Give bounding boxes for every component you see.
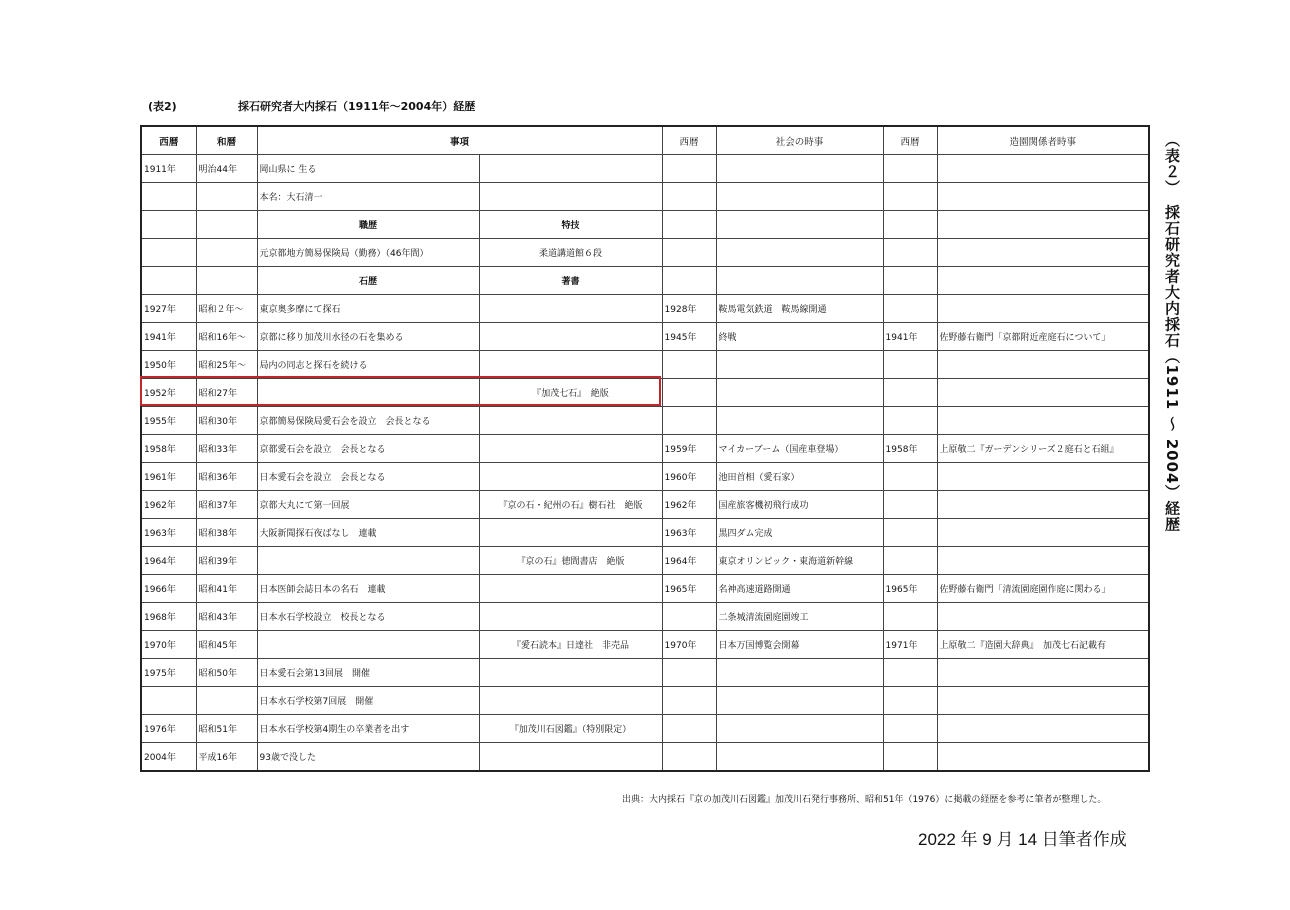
cell-social-year: 1945年 [662,323,716,351]
cell-social-event: 黒四ダム完成 [716,519,883,547]
cell-social-event: 池田首相（愛石家） [716,463,883,491]
cell-social-year [662,659,716,687]
cell-jiko: 岡山県に 生る [257,155,479,183]
cell-social-year: 1963年 [662,519,716,547]
cell-social-year [662,155,716,183]
header-seireki-social: 西暦 [662,126,716,155]
table-body [141,155,1149,772]
cell-wareki: 昭和51年 [196,715,257,743]
table-caption-title: 採石研究者大内採石（1911年～2004年）経歴 [238,100,476,113]
cell-social-year [662,351,716,379]
cell-social-event [716,379,883,407]
cell-social-event: 鞍馬電気鉄道 鞍馬線開通 [716,295,883,323]
cell-wareki: 昭和33年 [196,435,257,463]
cell-wareki: 昭和16年～ [196,323,257,351]
cell-seireki [141,211,196,239]
cell-detail [479,687,662,715]
cell-jiko [257,547,479,575]
cell-social-event [716,743,883,772]
cell-detail: 柔道講道館６段 [479,239,662,267]
cell-detail: 『京の石』徳間書店 絶版 [479,547,662,575]
cell-landscape-event: 上原敬二『ガーデンシリーズ２庭石と石組』 [937,435,1149,463]
cell-wareki [196,211,257,239]
cell-social-event [716,267,883,295]
header-wareki: 和暦 [196,126,257,155]
cell-detail: 『加茂川石図鑑』（特別限定） [479,715,662,743]
cell-wareki: 昭和２年～ [196,295,257,323]
cell-jiko: 大阪新聞探石夜ばなし 連載 [257,519,479,547]
table-row [141,631,1149,659]
source-note: 出典：大内採石『京の加茂川石図鑑』加茂川石発行事務所、昭和51年（1976）に掲載の経歴を参考に筆者が整理した。 [622,795,1107,805]
table-row [141,183,1149,211]
cell-seireki: 1952年 [141,379,196,407]
vertical-title: （表２） 採石研究者大内採石（1911 ～ 2004）経歴 [1163,132,1181,533]
cell-detail [479,463,662,491]
cell-landscape-year [883,379,937,407]
cell-jiko: 石歴 [257,267,479,295]
cell-social-event [716,687,883,715]
table-row [141,155,1149,183]
cell-wareki: 昭和27年 [196,379,257,407]
cell-social-year: 1970年 [662,631,716,659]
cell-detail: 『加茂七石』 絶版 [479,379,662,407]
cell-jiko: 京都愛石会を設立 会長となる [257,435,479,463]
cell-seireki: 1975年 [141,659,196,687]
table-row [141,351,1149,379]
cell-landscape-year [883,547,937,575]
cell-landscape-event [937,715,1149,743]
cell-social-year [662,183,716,211]
cell-wareki [196,239,257,267]
cell-social-event: 国産旅客機初飛行成功 [716,491,883,519]
cell-landscape-year [883,407,937,435]
cell-seireki: 1950年 [141,351,196,379]
cell-wareki: 昭和43年 [196,603,257,631]
cell-wareki: 昭和41年 [196,575,257,603]
header-social-events: 社会の時事 [716,126,883,155]
table-row [141,547,1149,575]
cell-wareki: 昭和25年～ [196,351,257,379]
header-landscape-events: 造園関係者時事 [937,126,1149,155]
cell-landscape-event [937,155,1149,183]
cell-seireki: 1955年 [141,407,196,435]
header-seireki: 西暦 [141,126,196,155]
cell-landscape-year: 1971年 [883,631,937,659]
cell-social-year: 1959年 [662,435,716,463]
cell-detail [479,323,662,351]
cell-landscape-event [937,407,1149,435]
cell-wareki: 昭和37年 [196,491,257,519]
cell-detail [479,351,662,379]
cell-social-year [662,211,716,239]
cell-seireki: 1961年 [141,463,196,491]
cell-landscape-year [883,687,937,715]
cell-social-event: 東京オリンピック・東海道新幹線 [716,547,883,575]
cell-detail [479,295,662,323]
cell-detail: 『京の石・紀州の石』樹石社 絶版 [479,491,662,519]
cell-landscape-year [883,659,937,687]
cell-jiko: 日本愛石会を設立 会長となる [257,463,479,491]
cell-social-year: 1964年 [662,547,716,575]
cell-jiko: 東京奥多摩にて探石 [257,295,479,323]
table-row [141,323,1149,351]
cell-landscape-year: 1958年 [883,435,937,463]
cell-jiko: 京都大丸にて第一回展 [257,491,479,519]
cell-landscape-year [883,715,937,743]
cell-social-year [662,743,716,772]
career-table [140,125,1150,772]
cell-wareki: 昭和30年 [196,407,257,435]
cell-seireki: 2004年 [141,743,196,772]
cell-landscape-year: 1965年 [883,575,937,603]
cell-social-event: 二条城清流園庭園竣工 [716,603,883,631]
cell-social-year: 1928年 [662,295,716,323]
table-row [141,267,1149,295]
cell-landscape-year [883,267,937,295]
table-row [141,491,1149,519]
cell-social-year [662,379,716,407]
cell-jiko: 元京都地方簡易保険局（勤務）（46年間） [257,239,479,267]
cell-wareki [196,687,257,715]
cell-landscape-event [937,743,1149,772]
table-row [141,659,1149,687]
cell-landscape-event [937,267,1149,295]
cell-landscape-event: 上原敬二『造園大辞典』 加茂七石記載有 [937,631,1149,659]
cell-jiko: 93歳で没した [257,743,479,772]
cell-landscape-event [937,239,1149,267]
cell-social-year: 1962年 [662,491,716,519]
cell-seireki: 1963年 [141,519,196,547]
cell-wareki: 昭和36年 [196,463,257,491]
cell-seireki: 1976年 [141,715,196,743]
cell-seireki [141,239,196,267]
table-row [141,463,1149,491]
table-row [141,295,1149,323]
cell-detail: 特技 [479,211,662,239]
header-seireki-landscape: 西暦 [883,126,937,155]
cell-landscape-event [937,519,1149,547]
cell-detail [479,743,662,772]
cell-landscape-event: 佐野藤右衛門「清流園庭園作庭に関わる」 [937,575,1149,603]
cell-detail [479,183,662,211]
cell-jiko: 京都に移り加茂川水径の石を集める [257,323,479,351]
cell-landscape-event: 佐野藤右衛門「京都附近産庭石について」 [937,323,1149,351]
cell-detail [479,435,662,463]
cell-social-year [662,407,716,435]
cell-detail: 『愛石読本』日達社 非売品 [479,631,662,659]
cell-landscape-event [937,183,1149,211]
cell-wareki [196,267,257,295]
cell-social-event [716,155,883,183]
cell-detail [479,155,662,183]
table-row [141,715,1149,743]
cell-jiko [257,379,479,407]
cell-landscape-event [937,211,1149,239]
cell-landscape-year [883,743,937,772]
cell-jiko: 京都簡易保険局愛石会を設立 会長となる [257,407,479,435]
cell-seireki: 1911年 [141,155,196,183]
header-jiko: 事項 [257,126,662,155]
cell-seireki [141,267,196,295]
cell-social-year [662,715,716,743]
cell-jiko [257,631,479,659]
cell-landscape-event [937,659,1149,687]
cell-detail [479,603,662,631]
table-caption-label: (表2) [148,100,177,113]
cell-landscape-year [883,295,937,323]
cell-seireki: 1927年 [141,295,196,323]
table-row [141,603,1149,631]
cell-seireki: 1968年 [141,603,196,631]
cell-jiko: 局内の同志と探石を続ける [257,351,479,379]
cell-social-event [716,211,883,239]
cell-social-year [662,267,716,295]
cell-seireki: 1970年 [141,631,196,659]
cell-landscape-year [883,183,937,211]
cell-landscape-event [937,463,1149,491]
cell-jiko: 日本愛石会第13回展 開催 [257,659,479,687]
cell-detail [479,519,662,547]
cell-seireki: 1962年 [141,491,196,519]
table-row [141,407,1149,435]
cell-social-year [662,239,716,267]
cell-landscape-event [937,687,1149,715]
cell-social-event [716,659,883,687]
cell-landscape-event [937,379,1149,407]
table-row [141,435,1149,463]
cell-landscape-event [937,547,1149,575]
cell-wareki: 平成16年 [196,743,257,772]
cell-landscape-year [883,519,937,547]
cell-jiko: 本名：大石清一 [257,183,479,211]
table-row [141,687,1149,715]
cell-wareki: 昭和50年 [196,659,257,687]
cell-landscape-event [937,351,1149,379]
cell-seireki: 1958年 [141,435,196,463]
cell-landscape-year [883,211,937,239]
cell-detail [479,407,662,435]
cell-wareki: 昭和38年 [196,519,257,547]
cell-landscape-year [883,463,937,491]
cell-landscape-year: 1941年 [883,323,937,351]
cell-jiko: 職歴 [257,211,479,239]
table-row [141,575,1149,603]
table-row [141,519,1149,547]
cell-seireki: 1964年 [141,547,196,575]
cell-social-year: 1965年 [662,575,716,603]
cell-wareki [196,183,257,211]
cell-social-event [716,407,883,435]
cell-seireki [141,687,196,715]
cell-landscape-event [937,603,1149,631]
cell-detail: 著書 [479,267,662,295]
cell-landscape-event [937,295,1149,323]
cell-landscape-year [883,155,937,183]
cell-detail [479,659,662,687]
cell-social-event [716,239,883,267]
cell-wareki: 明治44年 [196,155,257,183]
cell-landscape-event [937,491,1149,519]
cell-wareki: 昭和39年 [196,547,257,575]
cell-detail [479,575,662,603]
cell-social-event: 名神高速道路開通 [716,575,883,603]
table-row [141,743,1149,772]
cell-jiko: 日本水石学校第7回展 開催 [257,687,479,715]
cell-seireki [141,183,196,211]
cell-social-event: 終戦 [716,323,883,351]
cell-landscape-year [883,603,937,631]
cell-wareki: 昭和45年 [196,631,257,659]
table-header-row [141,126,1149,155]
cell-social-event [716,715,883,743]
cell-landscape-year [883,239,937,267]
cell-social-event [716,183,883,211]
cell-jiko: 日本水石学校第4期生の卒業者を出す [257,715,479,743]
created-note: 2022 年 9 月 14 日筆者作成 [918,830,1127,849]
cell-jiko: 日本水石学校設立 校長となる [257,603,479,631]
cell-social-event [716,351,883,379]
table-row [141,239,1149,267]
table-row [141,379,1149,407]
cell-landscape-year [883,491,937,519]
cell-social-event: マイカーブーム（国産車登場） [716,435,883,463]
cell-jiko: 日本医師会誌日本の名石 連載 [257,575,479,603]
cell-social-year [662,603,716,631]
cell-landscape-year [883,351,937,379]
cell-social-year [662,687,716,715]
cell-seireki: 1966年 [141,575,196,603]
cell-social-event: 日本万国博覧会開幕 [716,631,883,659]
cell-social-year: 1960年 [662,463,716,491]
cell-seireki: 1941年 [141,323,196,351]
table-row [141,211,1149,239]
